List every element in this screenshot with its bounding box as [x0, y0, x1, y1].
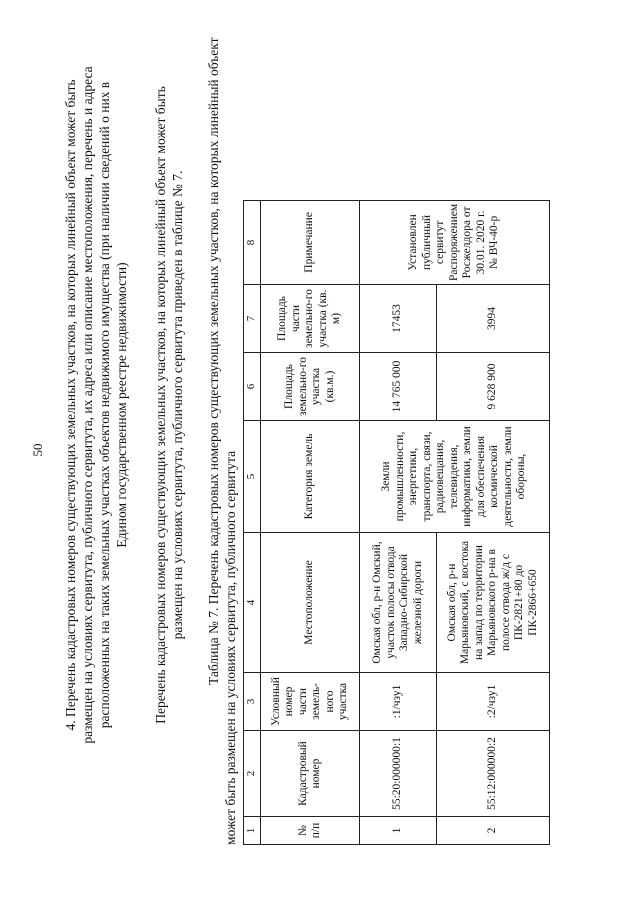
table-row — [360, 200, 437, 844]
table-caption-line: Таблица № 7. Перечень кадастровых номеров существующих земельных участков, на которых линейный объект — [206, 37, 221, 685]
cell-part-number: :1/чзу1 — [360, 673, 437, 731]
cell-part-area: 3994 — [437, 285, 550, 353]
intro-paragraph-line: Перечень кадастровых номеров существующих земельных участков, на которых линейный объект может быть — [153, 86, 168, 724]
header-number: № п/п — [261, 817, 360, 845]
intro-paragraph-line: размещен на условиях сервитута, публичного сервитута приведен в таблице № 7. — [170, 170, 185, 640]
section-heading-line: Едином государственном реестре недвижимости) — [114, 262, 129, 548]
cell-part-number: :2/чзу1 — [437, 673, 550, 731]
header-cadastral-number: Кадастровый номер — [261, 731, 360, 817]
land-plots-table — [243, 200, 550, 845]
header-note: Примечание — [261, 200, 360, 284]
cell-location: Омская обл, р-н Омский, участок полосы отвода Западно-Сибирской железной дороги — [360, 533, 437, 673]
column-number: 3 — [244, 673, 261, 731]
column-number: 7 — [244, 285, 261, 353]
cell-note: Установлен публичный сервитут Распоряжением Росжелдора от 30.01. 2020 г. № ВЧ-40-р — [360, 200, 550, 284]
intro-paragraph — [152, 10, 186, 800]
column-number: 5 — [244, 421, 261, 533]
header-part-number: Условный номер части земель-ного участка — [261, 673, 360, 731]
section-heading-line: расположенных на таких земельных участках объектов недвижимого имущества (при наличии сведений о них в — [97, 81, 112, 729]
table-caption — [205, 5, 239, 845]
column-number: 2 — [244, 731, 261, 817]
column-number: 8 — [244, 200, 261, 284]
cell-part-area: 17453 — [360, 285, 437, 353]
cell-cadastral-number: 55:12:000000:2 — [437, 731, 550, 817]
header-part-area: Площадь части земельно-го участка (кв. м) — [261, 285, 360, 353]
cell-land-category: Земли промышленности, энергетики, транспорта, связи, радиовещания, телевидения, информатики, земли для обеспечения космической деятельности, земли обороны, — [360, 421, 550, 533]
column-number: 1 — [244, 817, 261, 845]
section-heading-line: размещен на условиях сервитута, публичного сервитута, их адреса или описание местоположения, перечень и адреса — [80, 66, 95, 744]
cell-location: Омская обл, р-н Марьяновский, с востока на запад по территории Марьяновского р-на в полосе отвода ж/д с ПК-2821+80 до ПК-2866+650 — [437, 533, 550, 673]
column-number: 6 — [244, 353, 261, 421]
section-heading-line: 4. Перечень кадастровых номеров существующих земельных участков, на которых линейный объект может быть — [63, 79, 78, 731]
page-number: 50 — [30, 443, 45, 457]
column-number-row — [244, 200, 261, 844]
cell-cadastral-number: 55:20:000000:1 — [360, 731, 437, 817]
column-number: 4 — [244, 533, 261, 673]
cell-number: 1 — [360, 817, 437, 845]
header-plot-area: Площадь земельно-го участка (кв.м.) — [261, 353, 360, 421]
table-caption-line: может быть размещен на условиях сервитута, публичного сервитута — [223, 450, 238, 845]
cell-number: 2 — [437, 817, 550, 845]
header-location: Местоположение — [261, 533, 360, 673]
cell-plot-area: 9 628 900 — [437, 353, 550, 421]
header-land-category: Категория земель — [261, 421, 360, 533]
table-header-row — [261, 200, 360, 844]
section-heading — [62, 15, 130, 795]
cell-plot-area: 14 765 000 — [360, 353, 437, 421]
